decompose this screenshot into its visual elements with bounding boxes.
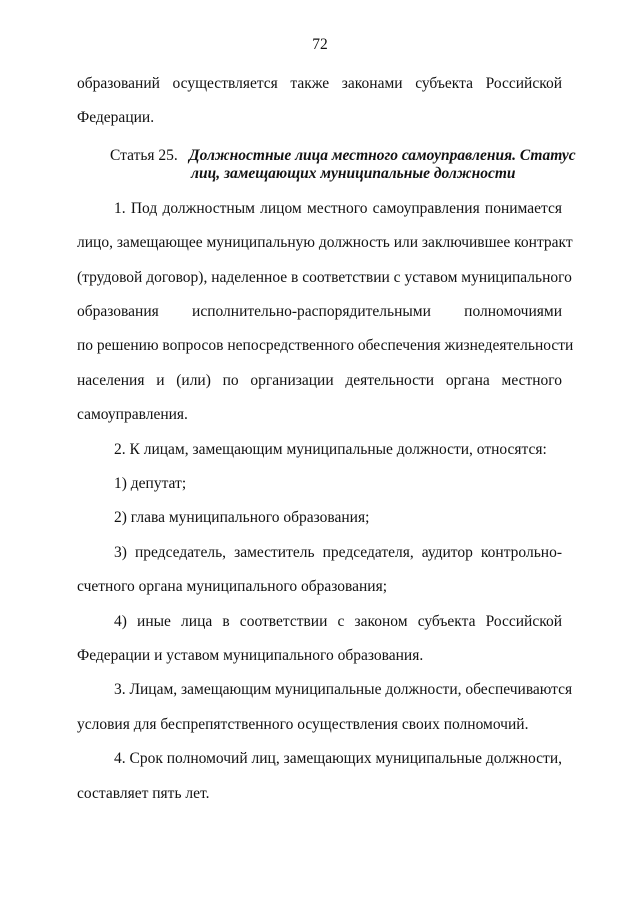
intro-text-line-2: Федерации. <box>77 109 155 126</box>
paragraph-1-line-7: самоуправления. <box>77 406 188 423</box>
paragraph-4-line-2: составляет пять лет. <box>77 785 210 802</box>
list-item-4-line-2: Федерации и уставом муниципального образования. <box>77 647 424 664</box>
list-item-1: 1) депутат; <box>114 475 187 492</box>
list-item-4-line-1: 4) иные лица в соответствии с законом субъекта Российской <box>114 613 562 630</box>
page-number: 72 <box>312 36 328 53</box>
paragraph-3-line-2: условия для беспрепятственного осуществления своих полномочий. <box>77 716 529 733</box>
paragraph-1-line-6: населения и (или) по организации деятельности органа местного <box>77 372 562 389</box>
intro-text-line-1: образований осуществляется также законами субъекта Российской <box>77 75 562 92</box>
paragraph-4-line-1: 4. Срок полномочий лиц, замещающих муниципальные должности, <box>114 750 562 767</box>
paragraph-1-line-4: образования исполнительно-распорядительными полномочиями <box>77 303 562 320</box>
list-item-2: 2) глава муниципального образования; <box>114 509 370 526</box>
paragraph-2-line: 2. К лицам, замещающим муниципальные должности, относятся: <box>114 441 547 458</box>
list-item-3-line-1: 3) председатель, заместитель председателя, аудитор контрольно- <box>114 544 562 561</box>
paragraph-1-line-5: по решению вопросов непосредственного обеспечения жизнедеятельности <box>77 337 574 354</box>
paragraph-3-line-1: 3. Лицам, замещающим муниципальные должности, обеспечиваются <box>114 681 573 698</box>
paragraph-1-line-1: 1. Под должностным лицом местного самоуправления понимается <box>114 200 562 217</box>
list-item-3-line-2: счетного органа муниципального образования; <box>77 578 388 595</box>
article-title-line-1: Должностные лица местного самоуправления. Статус <box>189 147 576 164</box>
article-label: Статья 25. <box>110 147 178 164</box>
paragraph-1-line-2: лицо, замещающее муниципальную должность или заключившее контракт <box>77 234 573 251</box>
paragraph-1-line-3: (трудовой договор), наделенное в соответствии с уставом муниципального <box>77 269 572 286</box>
article-title-line-2: лиц, замещающих муниципальные должности <box>191 165 516 182</box>
